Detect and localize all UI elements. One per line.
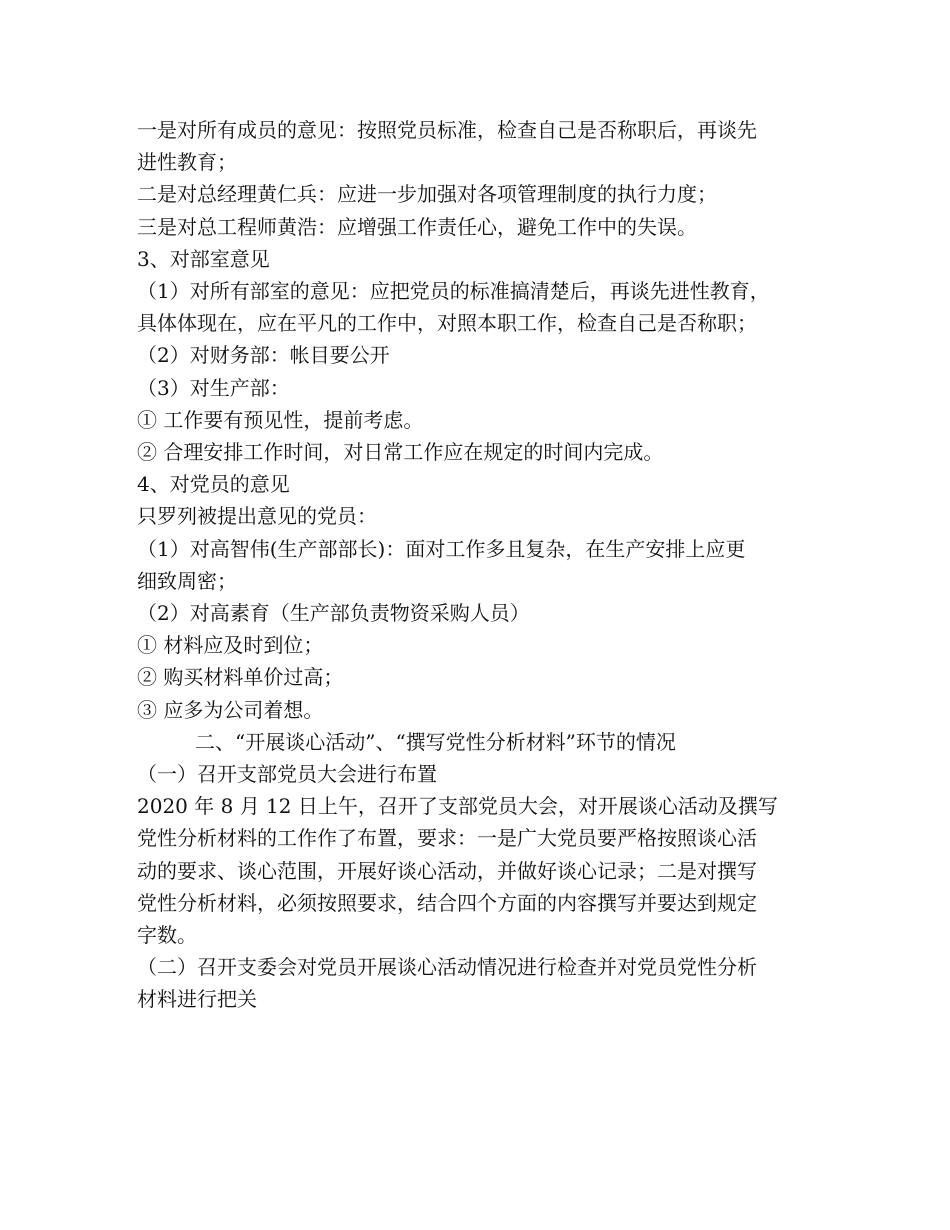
list-item: ① 材料应及时到位； xyxy=(137,633,324,658)
list-item: ② 购买材料单价过高； xyxy=(137,665,344,690)
list-item: ① 工作要有预见性，提前考虑。 xyxy=(137,407,424,432)
text-line: 进性教育； xyxy=(137,150,237,175)
text-line: 只罗列被提出意见的党员： xyxy=(137,504,377,529)
text-line: 党性分析材料的工作作了布置，要求：一是广大党员要严格按照谈心活 xyxy=(137,826,757,851)
list-item: ② 合理安排工作时间，对日常工作应在规定的时间内完成。 xyxy=(137,440,664,465)
text-line: 二是对总经理黄仁兵：应进一步加强对各项管理制度的执行力度； xyxy=(137,182,717,207)
text-line: （1）对所有部室的意见：应把党员的标准搞清楚后，再谈先进性教育， xyxy=(137,279,770,304)
list-item: ③ 应多为公司着想。 xyxy=(137,697,324,722)
text-line: 细致周密； xyxy=(137,568,237,593)
text-line: 具体体现在，应在平凡的工作中，对照本职工作，检查自己是否称职； xyxy=(137,311,757,336)
text-line: （2）对财务部：帐目要公开 xyxy=(137,343,390,368)
chapter-heading: 二、“开展谈心活动”、“撰写党性分析材料”环节的情况 xyxy=(195,729,676,754)
section-heading: 3、对部室意见 xyxy=(137,246,270,271)
text-line: 一是对所有成员的意见：按照党员标准，检查自己是否称职后，再谈先 xyxy=(137,118,757,142)
text-line: 三是对总工程师黄浩：应增强工作责任心，避免工作中的失误。 xyxy=(137,214,697,239)
text-line: 动的要求、谈心范围，开展好谈心活动，并做好谈心记录；二是对撰写 xyxy=(137,858,757,883)
text-line: （1）对高智伟(生产部部长)：面对工作多且复杂，在生产安排上应更 xyxy=(137,536,746,561)
text-line: 材料进行把关 xyxy=(137,987,257,1012)
text-line: （2）对高素育（生产部负责物资采购人员） xyxy=(137,601,530,626)
text-line: 党性分析材料，必须按照要求，结合四个方面的内容撰写并要达到规定 xyxy=(137,890,757,915)
section-heading: 4、对党员的意见 xyxy=(137,472,290,497)
text-line: 字数。 xyxy=(137,923,197,948)
text-line: 2020 年 8 月 12 日上午，召开了支部党员大会，对开展谈心活动及撰写 xyxy=(137,794,778,819)
text-line: （3）对生产部： xyxy=(137,375,290,400)
subsection-heading: （一）召开支部党员大会进行布置 xyxy=(137,762,437,787)
subsection-heading: （二）召开支委会对党员开展谈心活动情况进行检查并对党员党性分析 xyxy=(137,955,757,980)
document-body xyxy=(137,114,827,1016)
